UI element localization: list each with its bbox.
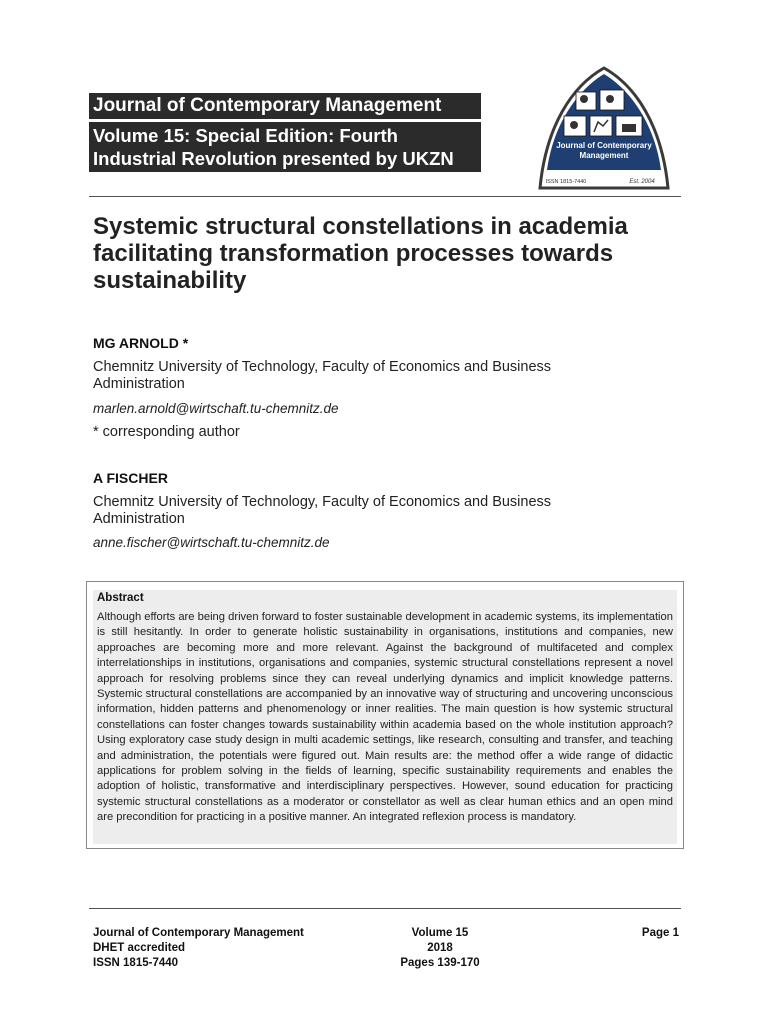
logo-established: Est. 2004 bbox=[629, 179, 655, 185]
abstract-text: Although efforts are being driven forward to foster sustainable development in academic systems, its implementation is still hesitantly. In order to generate holistic sustainability in organisations, institutions and companies, new approaches are becoming more and more relevant. Against the background of multifaceted and complex interrelationships in institutions, organisations and companies, systemic structural constellations represent a novel approach for resolving problems since they can reveal underlying dynamics and implicit knowledge patterns. Systemic structural constellations are accompanied by an innovative way of structuring and uncovering unconscious information, hidden patterns and phenomenology or inner realities. The main question is how systemic structural constellations can foster changes towards sustainability within academia based on the whole institution approach? Using exploratory case study design in multi academic settings, like research, consulting and transfer, and teaching and administration, the potentials were figured out. Main results are: the method offer a wide range of didactic applications for problem solving in the fields of learning, specific sustainability requirements and enables the adoption of holistic, transformative and interdisciplinary perspectives. However, sound education for practicing systemic structural constellations as a moderator or constellator as well as clear human ethics and an open mind are precondition for practicing in a positive manner. An integrated reflexion process is mandatory. bbox=[97, 611, 673, 824]
top-divider bbox=[89, 196, 681, 197]
footer-journal-info bbox=[93, 926, 304, 971]
footer-issn: ISSN 1815-7440 bbox=[93, 957, 179, 969]
logo-name-line1: Journal of Contemporary bbox=[556, 141, 652, 150]
author-affiliation-2: Chemnitz University of Technology, Faculty of Economics and Business Administration bbox=[93, 494, 552, 527]
logo-issn: ISSN 1815-7440 bbox=[545, 179, 587, 185]
journal-logo bbox=[538, 66, 670, 192]
footer-volume-info bbox=[380, 926, 500, 971]
author-email-2[interactable]: anne.fischer@wirtschaft.tu-chemnitz.de bbox=[93, 535, 330, 550]
abstract-box bbox=[86, 581, 684, 849]
journal-name: Journal of Contemporary Management bbox=[89, 93, 481, 119]
author-name-2: A FISCHER bbox=[93, 470, 168, 486]
corresponding-author-note: * corresponding author bbox=[93, 424, 240, 440]
footer-divider bbox=[89, 908, 681, 909]
footer-pages: Pages 139-170 bbox=[400, 957, 480, 969]
author-affiliation-1: Chemnitz University of Technology, Faculty of Economics and Business Administration bbox=[93, 359, 552, 392]
footer-page-number: Page 1 bbox=[641, 927, 679, 939]
footer-year: 2018 bbox=[427, 942, 453, 954]
footer-journal-name: Journal of Contemporary Management bbox=[93, 927, 304, 939]
volume-line: Volume 15: Special Edition: Fourth Industrial Revolution presented by UKZN bbox=[89, 122, 481, 172]
paper-title: Systemic structural constellations in academia facilitating transformation processes towards sustainability bbox=[93, 213, 628, 294]
logo-name-line2: Management bbox=[579, 151, 629, 160]
abstract-heading: Abstract bbox=[97, 592, 144, 604]
abstract-panel bbox=[93, 590, 677, 844]
author-name-1: MG ARNOLD * bbox=[93, 335, 189, 351]
footer-volume: Volume 15 bbox=[411, 927, 469, 939]
journal-header bbox=[89, 93, 481, 172]
footer-accreditation: DHET accredited bbox=[93, 942, 186, 954]
author-email-1[interactable]: marlen.arnold@wirtschaft.tu-chemnitz.de bbox=[93, 401, 339, 416]
